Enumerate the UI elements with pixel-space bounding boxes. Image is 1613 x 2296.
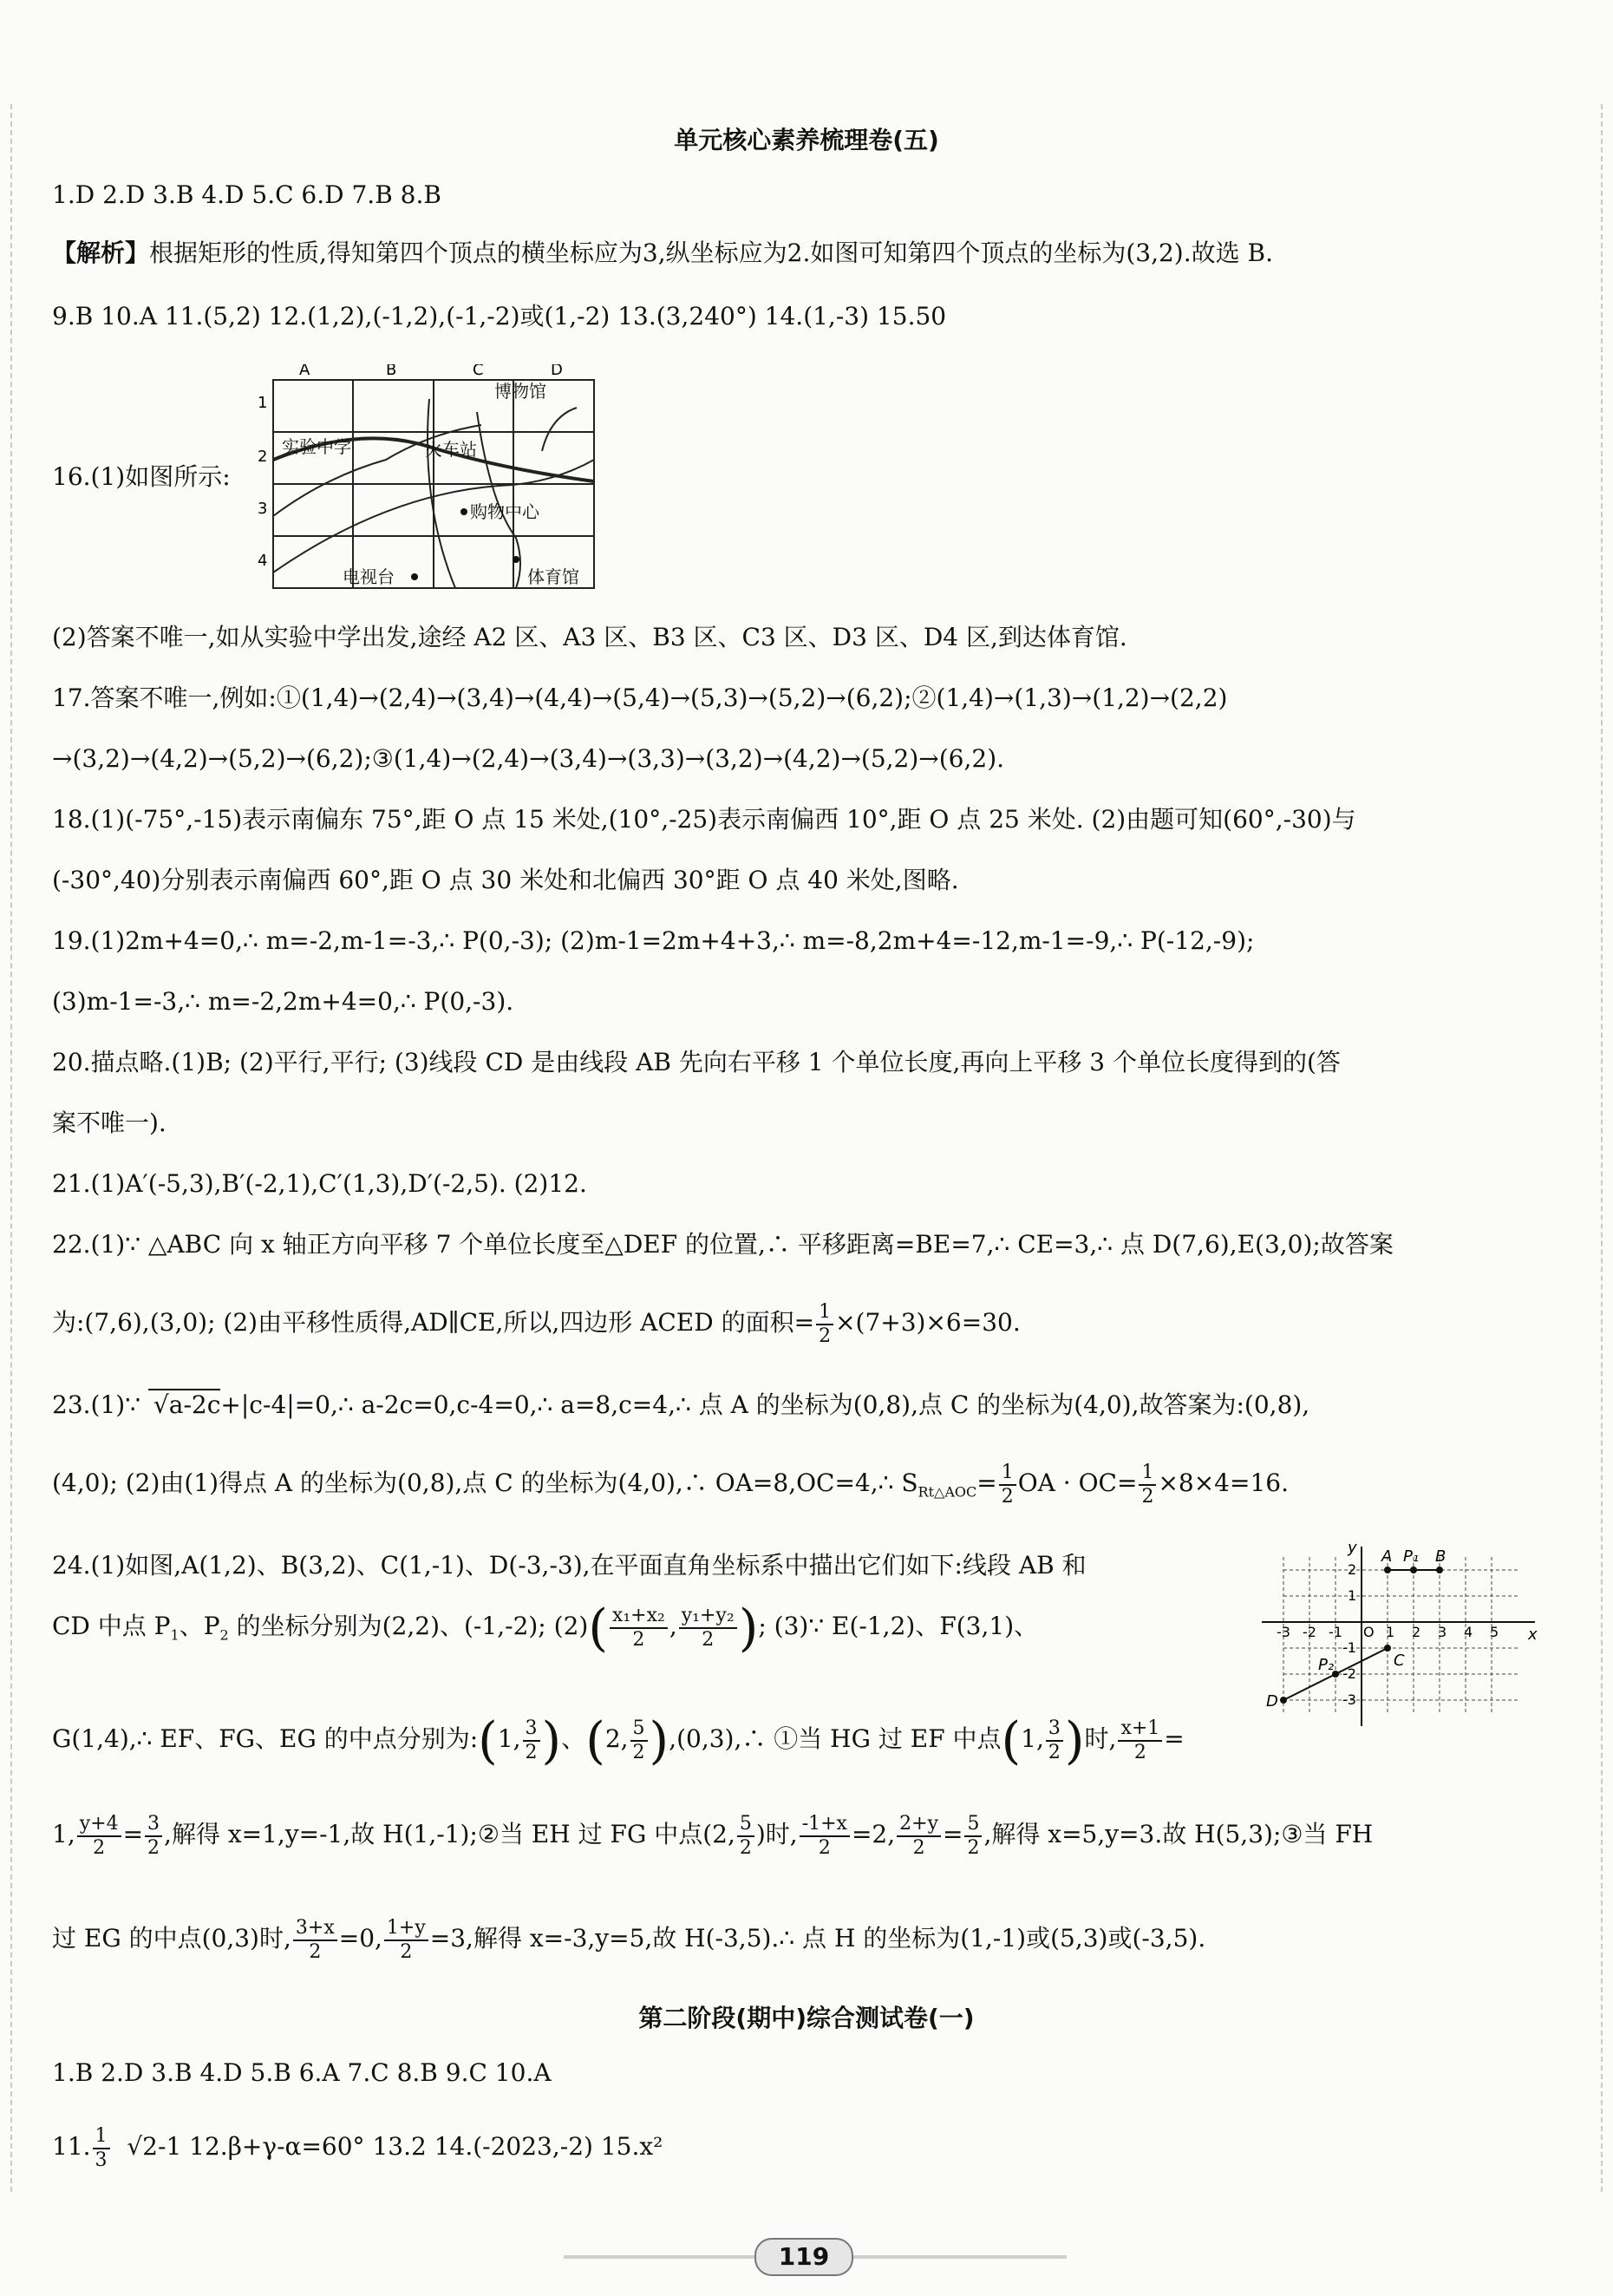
map-row-2: 2 [258,448,268,466]
q22-line-1: 22.(1)∵ △ABC 向 x 轴正方向平移 7 个单位长度至△DEF 的位置,∴ 平移距离=BE=7,∴ CE=3,∴ 点 D(7,6),E(3,0);故答案 [52,1230,1394,1259]
pt-c: C [1394,1652,1405,1670]
svg-text:-3: -3 [1342,1691,1356,1708]
map-tv-station: 电视台 [343,566,395,587]
map-museum: 博物馆 [494,381,546,402]
q24-line-1: 24.(1)如图,A(1,2)、B(3,2)、C(1,-1)、D(-3,-3),在平面直角坐标系中描出它们如下:线段 AB 和 [52,1551,1087,1580]
map-row-4: 4 [258,552,268,570]
q23-text-b: +|c-4|=0,∴ a-2c=0,c-4=0,∴ a=8,c=4,∴ 点 A 的坐标为(0,8),点 C 的坐标为(4,0),故答案为:(0,8), [220,1390,1310,1419]
answers-1-8: 1.D 2.D 3.B 4.D 5.C 6.D 7.B 8.B [52,180,441,209]
analysis-tag: 【解析】 [52,239,150,267]
svg-text:4: 4 [1464,1624,1473,1640]
q23-line-2: (4,0); (2)由(1)得点 A 的坐标为(0,8),点 C 的坐标为(4,0),∴ OA=8,OC=4,∴ $S_{Rt\triangle AOC}=$ $\frac{1}{2}$ OA · OC= $\frac{1}{2}$ ×8×4=16. [52,1461,1289,1508]
svg-text:3: 3 [1438,1624,1447,1640]
svg-text:2: 2 [1348,1561,1357,1578]
map-mall: 购物中心 [470,501,539,522]
q17-line-2: →(3,2)→(4,2)→(5,2)→(6,2);③(1,4)→(2,4)→(3,4)→(3,3)→(3,2)→(4,2)→(5,2)→(6,2). [52,744,1005,773]
section-title-2: 第二阶段(期中)综合测试卷(一) [638,2004,975,2032]
frac-one-half: $\frac{1}{2}$ [816,1301,833,1348]
q22-text-b: ×(7+3)×6=30. [835,1308,1021,1337]
q23-text-d: OA · OC= [1017,1469,1138,1497]
q24-line-4: 1, $\frac{y+4}{2}$ = $\frac{3}{2}$ ,解得 x=1,y=-1,故 H(1,-1);②当 EH 过 FG 中点(2, $\frac{5}{2}$ )时, $\frac{-1+x}{2}$ =2, $\frac{2+y}{2}$ = $\frac{5}{2}$ ,解得 x=5,y=3.故 H(5,3);③当 FH [52,1812,1374,1859]
q22-text-a: 为:(7,6),(3,0); (2)由平移性质得,AD∥CE,所以,四边形 ACED 的面积= [52,1308,815,1337]
axis-y-label: y [1348,1540,1357,1557]
answers-9-15: 9.B 10.A 11.(5,2) 12.(1,2),(-1,2),(-1,-2)或(1,-2) 13.(3,240°) 14.(1,-3) 15.50 [52,302,947,330]
pt-d: D [1266,1692,1278,1711]
q17-line-1: 17.答案不唯一,例如:①(1,4)→(2,4)→(3,4)→(4,4)→(5,4)→(5,3)→(5,2)→(6,2);②(1,4)→(1,3)→(1,2)→(2,2) [52,684,1228,712]
map-col-d: D [551,364,563,379]
q23-line-1 [52,1388,1578,1423]
page-number: 119 [754,2238,853,2276]
q24-line-3: G(1,4),∴ EF、FG、EG 的中点分别为:(1, $\frac{3}{2}$ )、(2, $\frac{5}{2}$ ),(0,3),∴ ①当 HG 过 EF 中点(1, $\frac{3}{2}$ )时, $\frac{x+1}{2}$ = [52,1711,1185,1770]
map-school: 实验中学 [282,436,351,457]
map-row-1: 1 [258,394,268,412]
map-col-b: B [386,364,397,379]
map-row-3: 3 [258,500,268,518]
map-col-a: A [299,364,310,379]
q24-line-2: CD 中点 $P_1$、$P_2$ 的坐标分别为(2,2)、(-1,-2); (2)( $\frac{\text{x₁+x₂}}{2}$ , $\frac{\text{y₁+y₂}}{2}$ ); (3)∵ E(-1,2)、F(3,1)、 [52,1598,1039,1658]
q23-text-e: ×8×4=16. [1158,1469,1289,1497]
q16-label: 16.(1)如图所示: [52,462,231,491]
svg-text:-1: -1 [1329,1624,1342,1640]
pt-b: B [1435,1547,1446,1566]
map-col-c: C [473,364,484,379]
map-stadium: 体育馆 [527,566,579,587]
svg-text:1: 1 [1348,1587,1357,1604]
q22-line-2 [52,1297,1578,1349]
q19-line-2: (3)m-1=-3,∴ m=-2,2m+4=0,∴ P(0,-3). [52,987,514,1016]
svg-text:1: 1 [1386,1624,1395,1640]
q23-subscript: Rt△AOC [918,1483,977,1501]
q24-line-5: 过 EG 的中点(0,3)时, $\frac{3+x}{2}$ =0, $\frac{1+y}{2}$ =3,解得 x=-3,y=5,故 H(-3,5).∴ 点 H 的坐标为(1,-1)或(5,3)或(-3,5). [52,1916,1206,1963]
s2-answers-11-15: 11. $\frac{1}{3}$ √2-1 12.β+γ-α=60° 13.2 14.(-2023,-2) 15.x² [52,2124,663,2171]
q19-line-1: 19.(1)2m+4=0,∴ m=-2,m-1=-3,∴ P(0,-3); (2)m-1=2m+4+3,∴ m=-8,2m+4=-12,m-1=-9,∴ P(-12,-9); [52,926,1255,955]
q18-line-2: (-30°,40)分别表示南偏西 60°,距 O 点 30 米处和北偏西 30°距 O 点 40 米处,图略. [52,866,959,894]
frac-half-2: $\frac{1}{2}$ [999,1462,1016,1508]
axis-x-label: x [1528,1626,1538,1644]
svg-text:O: O [1363,1624,1375,1640]
frac-half-3: $\frac{1}{2}$ [1139,1462,1156,1508]
q20-line-1: 20.描点略.(1)B; (2)平行,平行; (3)线段 CD 是由线段 AB 先向右平移 1 个单位长度,再向上平移 3 个单位长度得到的(答 [52,1048,1341,1076]
svg-text:-3: -3 [1277,1624,1290,1640]
right-margin-line [1601,104,1603,2192]
q16-2: (2)答案不唯一,如从实验中学出发,途经 A2 区、A3 区、B3 区、C3 区、D3 区、D4 区,到达体育馆. [52,623,1127,651]
sqrt-expr: √a-2c [148,1389,221,1419]
svg-text:-2: -2 [1303,1624,1316,1640]
svg-text:2: 2 [1412,1624,1421,1640]
section-title-1: 单元核心素养梳理卷(五) [674,126,939,154]
svg-text:-1: -1 [1342,1639,1356,1656]
svg-text:5: 5 [1490,1624,1499,1640]
left-margin-line [10,104,12,2192]
q21: 21.(1)A′(-5,3),B′(-2,1),C′(1,3),D′(-2,5). (2)12. [52,1169,587,1198]
q18-line-1: 18.(1)(-75°,-15)表示南偏东 75°,距 O 点 15 米处,(10°,-25)表示南偏西 10°,距 O 点 25 米处. (2)由题可知(60°,-30)与 [52,805,1356,834]
analysis-text: 根据矩形的性质,得知第四个顶点的横坐标应为3,纵坐标应为2.如图可知第四个顶点的坐标为(3,2).故选 B. [149,239,1274,267]
s2-answers-1-10: 1.B 2.D 3.B 4.D 5.B 6.A 7.C 8.B 9.C 10.A [52,2058,552,2087]
q16-map-figure [256,364,603,594]
q20-line-2: 案不唯一). [52,1109,167,1137]
q23-text-a: 23.(1)∵ [52,1390,148,1419]
q23-text-c: (4,0); (2)由(1)得点 A 的坐标为(0,8),点 C 的坐标为(4,0),∴ OA=8,OC=4,∴ S [52,1469,918,1497]
pt-p2: P₂ [1318,1656,1335,1674]
analysis-line [52,236,1578,271]
pt-p1: P₁ [1403,1547,1420,1566]
svg-text:-2: -2 [1342,1665,1356,1682]
map-station: 火车站 [425,439,477,460]
pt-a: A [1381,1547,1393,1566]
